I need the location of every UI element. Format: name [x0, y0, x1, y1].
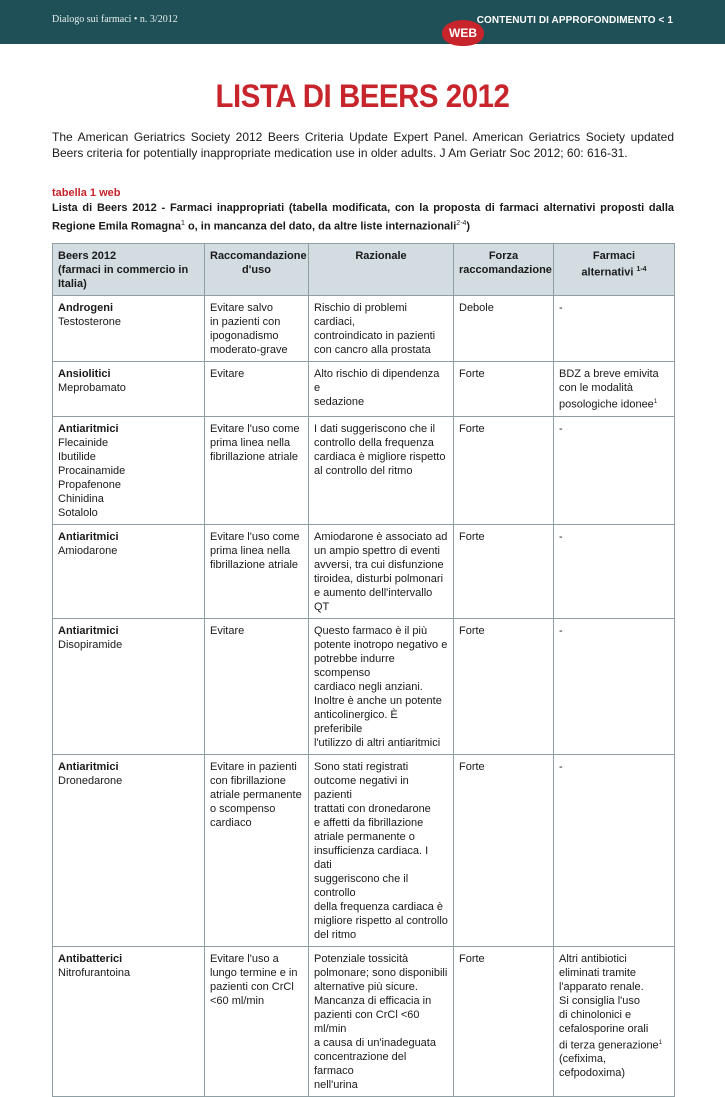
drug-class: Antiaritmici: [58, 422, 119, 435]
table-row: [53, 754, 675, 946]
drug-class: Antiaritmici: [58, 624, 119, 637]
page-title: LISTA DI BEERS 2012: [215, 78, 510, 114]
alternatives-cell: [554, 946, 675, 1096]
col-header-alternatives: [554, 244, 675, 296]
strength-cell: Forte: [454, 524, 554, 618]
recommendation-cell: Evitare l'uso a lungo termine e in pazienti con CrCl <60 ml/min: [205, 946, 309, 1096]
alternatives-cell: [554, 618, 675, 754]
web-badge: WEB: [442, 20, 484, 46]
drug-names: Nitrofurantoina: [58, 966, 131, 979]
recommendation-cell: Evitare in pazienti con fibrillazione atriale permanente o scompenso cardiaco: [205, 754, 309, 946]
col-header-strength: Forza raccomandazione: [454, 244, 554, 296]
rationale-cell: Rischio di problemi cardiaci, controindicato in pazienti con cancro alla prostata: [309, 296, 454, 362]
rationale-cell: Sono stati registrati outcome negativi in pazienti trattati con dronedarone e affetti da fibrillazione atriale permanente o insufficienza cardiaca. I dati suggeriscono che il controllo della frequenza cardiaca è migliore rispetto al controllo del ritmo: [309, 754, 454, 946]
caption-mid: o, in mancanza del dato, da altre liste internazionali: [184, 220, 457, 233]
alternatives-text: -: [559, 624, 563, 637]
table-row: [53, 416, 675, 524]
caption-main: Lista di Beers 2012 - Farmaci inappropriati (tabella modificata, con la proposta di farmaci alternativi proposti dalla Regione Emila Romagna: [52, 202, 674, 233]
drug-cell: [53, 618, 205, 754]
rationale-cell: Potenziale tossicità polmonare; sono disponibili alternative più sicure. Mancanza di efficacia in pazienti con CrCl <60 ml/min a causa di un'inadeguata concentrazione del farmaco nell'urina: [309, 946, 454, 1096]
strength-cell: Forte: [454, 416, 554, 524]
table-header-row: [53, 244, 675, 296]
caption-ref-2: 2-4: [456, 220, 467, 227]
caption-end: ): [466, 220, 471, 233]
alternatives-header-ref: 1-4: [636, 266, 647, 273]
rationale-cell: Alto rischio di dipendenza e sedazione: [309, 362, 454, 417]
caption-ref-1: 1: [180, 220, 185, 227]
table-row: [53, 296, 675, 362]
alternatives-ref: 1: [653, 399, 658, 405]
alternatives-cell: [554, 416, 675, 524]
recommendation-cell: Evitare salvo in pazienti con ipogonadismo moderato-grave: [205, 296, 309, 362]
rationale-cell: Amiodarone è associato ad un ampio spettro di eventi avversi, tra cui disfunzione tiroidea, disturbi polmonari e aumento dell'intervallo QT: [309, 524, 454, 618]
table-row: [53, 524, 675, 618]
strength-cell: Forte: [454, 946, 554, 1096]
table-row: [53, 946, 675, 1096]
drug-class: Antibatterici: [58, 952, 123, 965]
col-header-beers: Beers 2012 (farmaci in commercio in Italia): [53, 244, 205, 296]
drug-class: Antiaritmici: [58, 530, 119, 543]
citation: The American Geriatrics Society 2012 Beers Criteria Update Expert Panel. American Geriatrics Society updated Beers criteria for potentially inappropriate medication use in older adults. J Am Geriatr Soc 2012; 60: 616-31.: [52, 130, 674, 160]
strength-cell: Forte: [454, 362, 554, 417]
journal-issue: Dialogo sui farmaci • n. 3/2012: [52, 14, 178, 25]
drug-names: Testosterone: [58, 316, 121, 328]
header-bar: [0, 0, 725, 44]
alternatives-text: -: [559, 422, 563, 435]
recommendation-cell: Evitare: [205, 362, 309, 417]
alternatives-cell: [554, 524, 675, 618]
table-label: tabella 1 web: [52, 187, 121, 199]
drug-cell: [53, 754, 205, 946]
drug-cell: [53, 946, 205, 1096]
drug-cell: [53, 362, 205, 417]
table-row: [53, 618, 675, 754]
alternatives-text: -: [559, 302, 563, 314]
col-header-rationale: Razionale: [309, 244, 454, 296]
recommendation-cell: Evitare l'uso come prima linea nella fibrillazione atriale: [205, 524, 309, 618]
rationale-cell: Questo farmaco è il più potente inotropo negativo e potrebbe indurre scompenso cardiaco negli anziani. Inoltre è anche un potente anticolinergico. È preferibile l'utilizzo di altri antiaritmici: [309, 618, 454, 754]
drug-cell: [53, 296, 205, 362]
alternatives-header-text: Farmaci alternativi: [581, 250, 636, 279]
alternatives-text: Altri antibiotici eliminati tramite l'apparato renale. Si consiglia l'uso di chinolonici e cefalosporine orali di terza generazione: [559, 952, 659, 1052]
alternatives-cell: [554, 296, 675, 362]
section-label: CONTENUTI DI APPROFONDIMENTO < 1: [476, 15, 673, 26]
drug-names: Amiodarone: [58, 544, 118, 557]
strength-cell: Forte: [454, 754, 554, 946]
drug-class: Antiaritmici: [58, 760, 119, 773]
drug-names: Flecainide Ibutilide Procainamide Propafenone Chinidina Sotalolo: [58, 436, 126, 519]
rationale-cell: I dati suggeriscono che il controllo della frequenza cardiaca è migliore rispetto al controllo del ritmo: [309, 416, 454, 524]
drug-cell: [53, 416, 205, 524]
drug-class: Ansiolitici: [58, 368, 111, 380]
table-caption: [52, 201, 674, 235]
alternatives-text: -: [559, 760, 563, 773]
drug-names: Disopiramide: [58, 638, 123, 651]
alternatives-text: -: [559, 530, 563, 543]
alternatives-cell: [554, 362, 675, 417]
alternatives-ref: 1: [658, 1039, 663, 1046]
recommendation-cell: Evitare: [205, 618, 309, 754]
alternatives-examples: (cefixima, cefpodoxima): [559, 1053, 626, 1080]
drug-names: Dronedarone: [58, 774, 123, 787]
beers-table: [52, 243, 675, 1097]
drug-class: Androgeni: [58, 302, 113, 314]
drug-names: Meprobamato: [58, 382, 126, 394]
recommendation-cell: Evitare l'uso come prima linea nella fibrillazione atriale: [205, 416, 309, 524]
alternatives-cell: [554, 754, 675, 946]
col-header-recommendation: Raccomandazione d'uso: [205, 244, 309, 296]
strength-cell: Debole: [454, 296, 554, 362]
table-row: [53, 362, 675, 417]
drug-cell: [53, 524, 205, 618]
alternatives-text: BDZ a breve emivita con le modalità posologiche idonee: [559, 368, 659, 411]
strength-cell: Forte: [454, 618, 554, 754]
